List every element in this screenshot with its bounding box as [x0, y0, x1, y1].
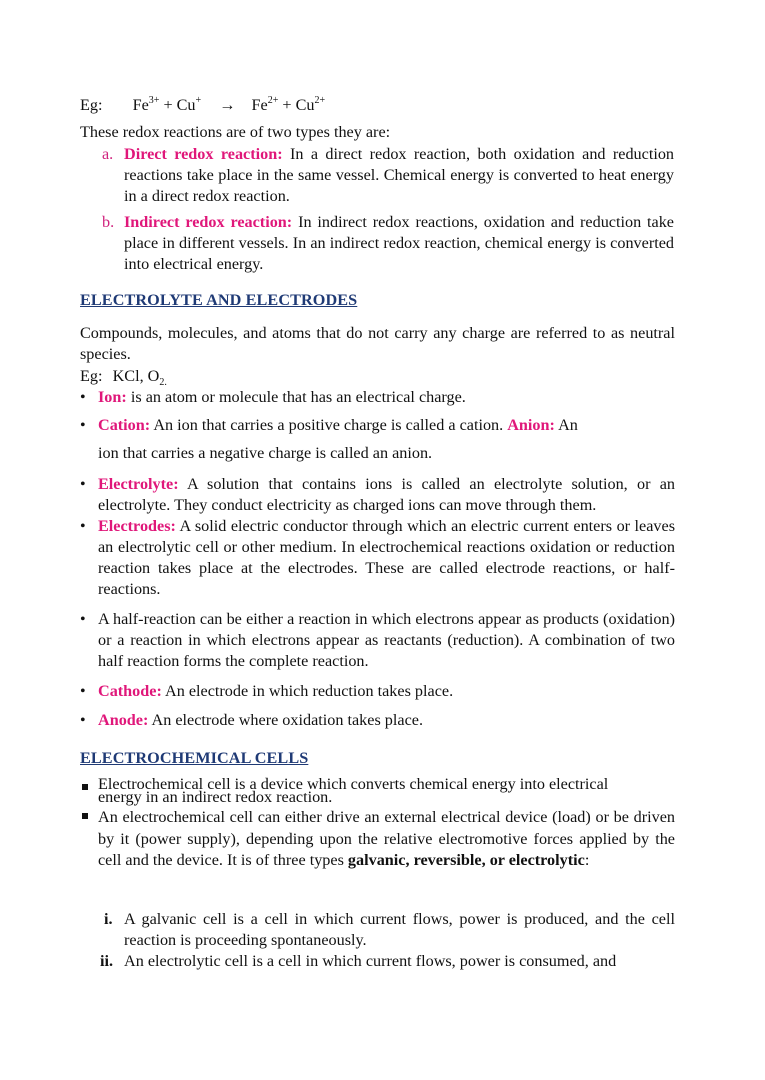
electrolyte-text: A solution that contains ions is called an electrolyte solution, or an electrolyte. They conduct electricity as charged ions can move through them.	[98, 475, 676, 514]
cation-item	[98, 415, 578, 436]
cu1-charge: +	[195, 94, 202, 106]
electrolytic-cell-item: An electrolytic cell is a cell in which current flows, power is consumed, and	[124, 952, 617, 970]
electrodes-text: A solid electric conductor through which an electric current enters or leaves an electrolytic cell or other medium. In electrochemical reactions oxidation or reduction reaction takes place at the electrodes. These are called electrode reactions, or half-reactions.	[98, 517, 676, 598]
direct-redox-text: In a direct redox reaction, both oxidation and reduction reactions take place in the same vessel. Chemical energy is converted to heat energy in a direct redox reaction.	[124, 145, 675, 205]
cell-types-item	[98, 807, 675, 872]
indirect-redox-term: Indirect redox reaction:	[124, 213, 293, 231]
section-heading-electrochemical-cells: ELECTROCHEMICAL CELLS	[80, 749, 309, 767]
ion-item	[98, 387, 466, 408]
example-reaction	[80, 95, 325, 116]
bullet-dot: •	[80, 476, 86, 493]
cathode-item	[98, 681, 453, 702]
fe2-charge: 2+	[267, 94, 279, 106]
cell-types-text: An electrochemical cell can either drive an external electrical device (load) or be driven by it (power supply), depending upon the relative electromotive forces applied by the cell and the device. It is of three types	[98, 808, 675, 869]
cell-definition-line2: energy in an indirect redox reaction.	[98, 788, 333, 806]
square-bullet	[82, 813, 88, 819]
cathode-term: Cathode:	[98, 682, 162, 700]
cell-types-colon: :	[584, 851, 590, 869]
cell-types-bold: galvanic, reversible, or electrolytic	[347, 851, 585, 869]
ion-term: Ion:	[98, 388, 127, 406]
anode-item	[98, 710, 423, 731]
anion-text-start: An	[558, 416, 578, 434]
direct-redox-paragraph	[124, 144, 674, 207]
cell-definition-item	[98, 775, 609, 806]
anion-continuation: ion that carries a negative charge is called an anion.	[98, 444, 433, 462]
electrodes-item	[98, 516, 675, 600]
bullet-dot: •	[80, 417, 86, 434]
cu2-charge: 2+	[314, 94, 326, 106]
direct-redox-term: Direct redox reaction:	[124, 145, 283, 163]
reactant-cu: + Cu	[163, 96, 196, 114]
neutral-eg-subscript: 2.	[159, 377, 167, 389]
anode-text: An electrode where oxidation takes place.	[151, 711, 424, 729]
reactant-fe: Fe	[132, 96, 149, 114]
eg-prefix: Eg:	[80, 96, 103, 114]
roman-marker-i: i.	[104, 910, 113, 928]
bullet-dot: •	[80, 389, 86, 406]
neutral-species-paragraph: Compounds, molecules, and atoms that do not carry any charge are referred to as neutral species.	[80, 324, 675, 363]
neutral-example	[80, 366, 167, 387]
bullet-dot: •	[80, 518, 86, 535]
bullet-dot: •	[80, 611, 86, 628]
anode-term: Anode:	[98, 711, 149, 729]
galvanic-cell-item: A galvanic cell is a cell in which current flows, power is produced, and the cell reaction is proceeding spontaneously.	[124, 910, 675, 949]
indirect-redox-paragraph	[124, 212, 674, 275]
electrodes-term: Electrodes:	[98, 517, 176, 535]
product-cu: + Cu	[282, 96, 315, 114]
cell-definition-line1: Electrochemical cell is a device which converts chemical energy into electrical	[98, 775, 609, 793]
electrolyte-item	[98, 474, 675, 516]
list-marker-b: b.	[102, 213, 115, 231]
section-heading-electrolyte: ELECTROLYTE AND ELECTRODES	[80, 291, 358, 309]
bullet-dot: •	[80, 712, 86, 729]
cation-term: Cation:	[98, 416, 151, 434]
neutral-eg-prefix: Eg:	[80, 367, 103, 385]
product-fe: Fe	[251, 96, 268, 114]
neutral-eg-text: KCl, O	[112, 367, 160, 385]
half-reaction-item: A half-reaction can be either a reaction in which electrons appear as products (oxidation) or a reaction in which electrons appear as reactants (reduction). A combination of two half reaction forms the complete reaction.	[98, 610, 675, 670]
anion-term: Anion:	[507, 416, 555, 434]
indirect-redox-text: In indirect redox reactions, oxidation and reduction take place in different vessels. In an indirect redox reaction, chemical energy is converted into electrical energy.	[124, 213, 674, 273]
reaction-arrow: →	[219, 96, 236, 114]
bullet-dot: •	[80, 683, 86, 700]
electrolyte-term: Electrolyte:	[98, 475, 179, 493]
redox-intro: These redox reactions are of two types they are:	[80, 123, 391, 141]
square-bullet	[82, 784, 88, 790]
cation-text: An ion that carries a positive charge is called a cation.	[153, 416, 504, 434]
cathode-text: An electrode in which reduction takes place.	[165, 682, 454, 700]
fe3-charge: 3+	[148, 94, 160, 106]
ion-text: is an atom or molecule that has an electrical charge.	[130, 388, 466, 406]
list-marker-a: a.	[102, 145, 114, 163]
roman-marker-ii: ii.	[100, 952, 114, 970]
